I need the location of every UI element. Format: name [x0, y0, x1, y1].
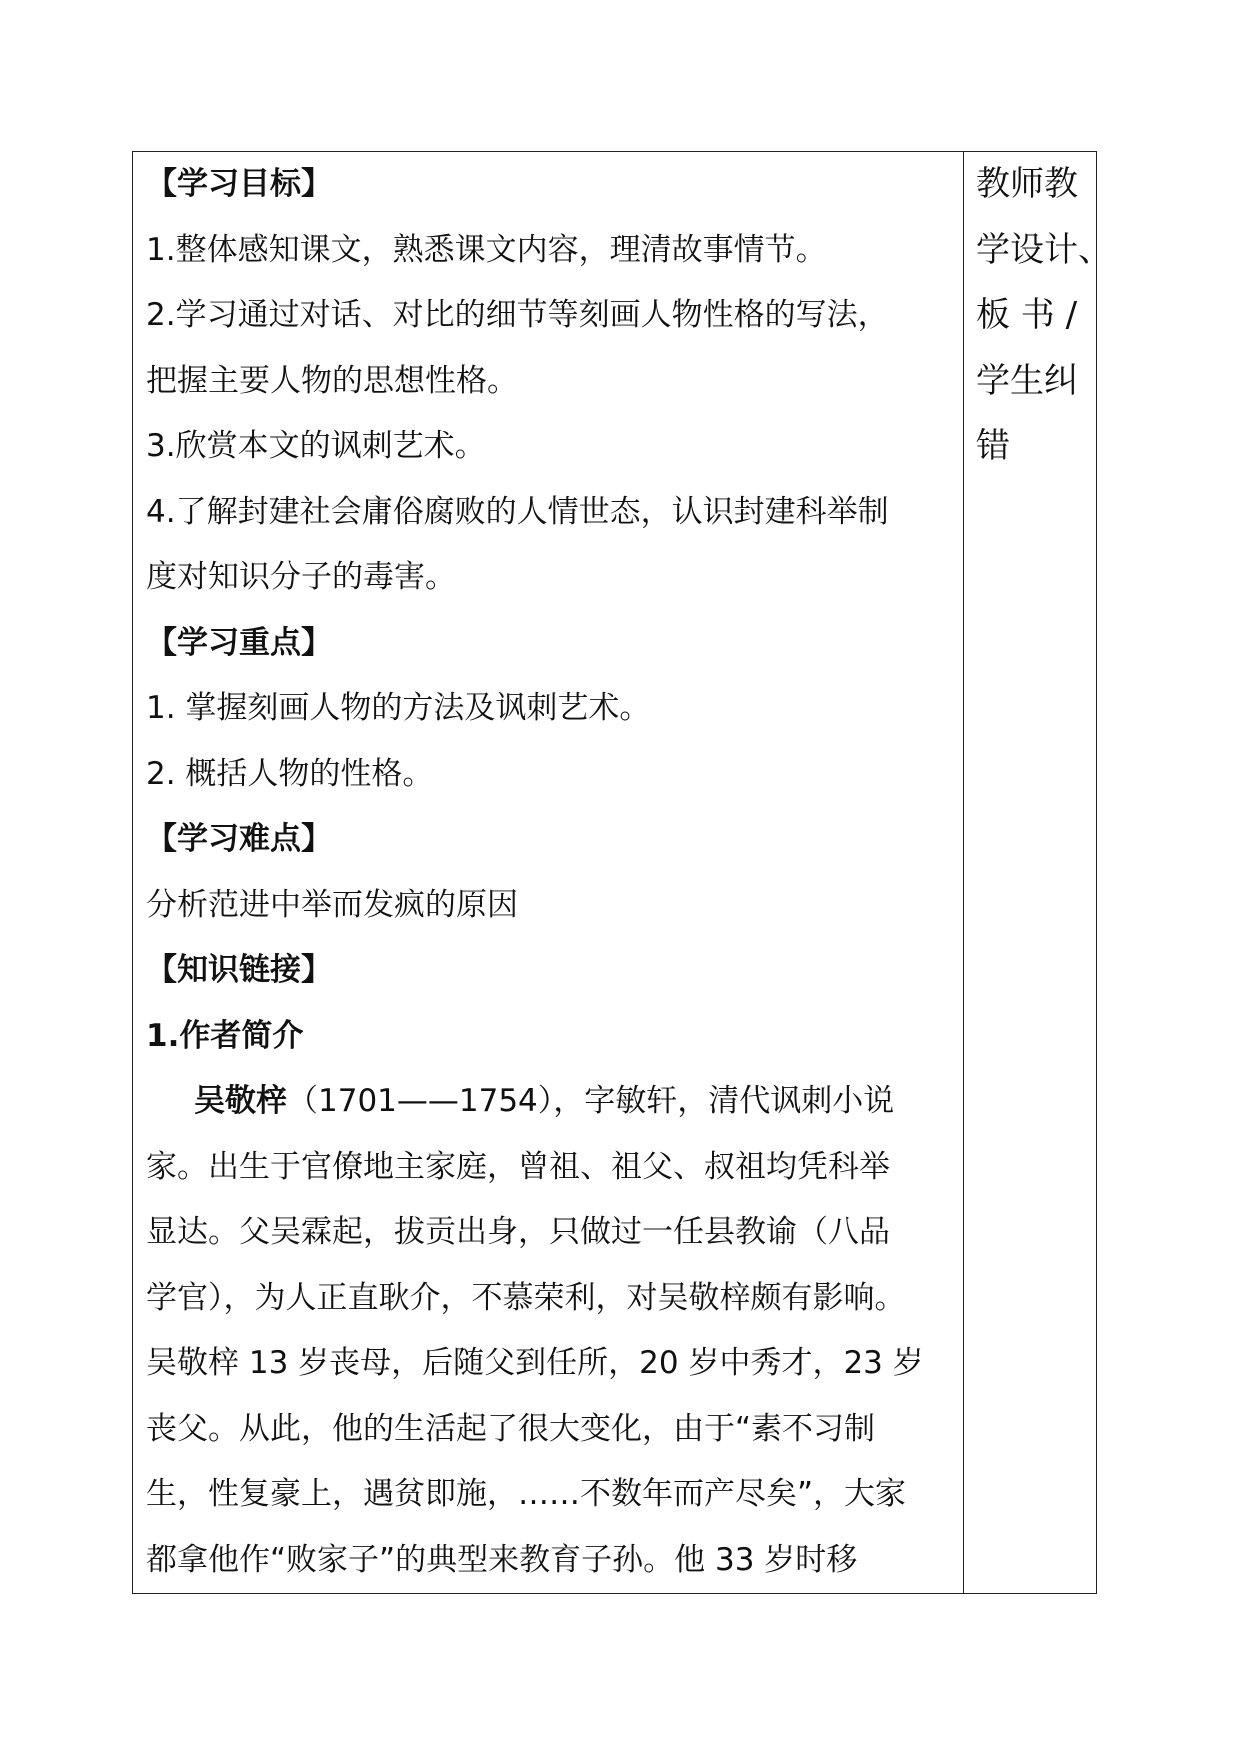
- side-line-1: 教师教: [976, 164, 1078, 204]
- goal-2-cont: 把握主要人物的思想性格。: [146, 362, 518, 399]
- side-line-3: 板 书 /: [976, 295, 1078, 335]
- goal-2: 2.学习通过对话、对比的细节等刻画人物性格的写法，: [146, 297, 889, 333]
- bio-line-6: 丧父。从此，他的生活起了很大变化，由于“素不习制: [146, 1410, 876, 1447]
- side-line-5: 错: [976, 426, 1010, 466]
- difficulty-1: 分析范进中举而发疯的原因: [146, 886, 518, 923]
- side-notes-cell: [976, 152, 1112, 480]
- bio-line-4: 学官），为人正直耿介，不慕荣利，对吴敬梓颇有影响。: [146, 1279, 906, 1316]
- heading-knowledge-link: 【知识链接】: [146, 952, 332, 988]
- goal-4: 4.了解封建社会庸俗腐败的人情世态，认识封建科举制: [146, 493, 889, 530]
- bio-line-2: 家。出生于官僚地主家庭，曾祖、祖父、叔祖均凭科举: [146, 1148, 890, 1185]
- goal-4-cont: 度对知识分子的毒害。: [146, 559, 456, 595]
- bio-line-1-rest: （1701——1754），字敏轩，清代讽刺小说: [287, 1083, 895, 1119]
- heading-difficulties: 【学习难点】: [146, 821, 332, 857]
- key-point-2: 2. 概括人物的性格。: [146, 755, 434, 792]
- goal-1: 1.整体感知课文，熟悉课文内容，理清故事情节。: [146, 231, 827, 268]
- main-content-cell: [146, 152, 961, 1593]
- column-divider: [963, 151, 964, 1594]
- author-name: 吴敬梓: [194, 1083, 287, 1119]
- heading-key-points: 【学习重点】: [146, 624, 332, 661]
- heading-learning-goals: 【学习目标】: [146, 166, 332, 202]
- bio-line-1: [146, 1069, 961, 1135]
- bio-line-5: 吴敬梓 13 岁丧母，后随父到任所，20 岁中秀才，23 岁: [146, 1345, 924, 1381]
- side-line-4: 学生纠: [976, 360, 1078, 401]
- side-line-2: 学设计、: [976, 229, 1112, 270]
- bio-line-3: 显达。父吴霖起，拔贡出身，只做过一任县教谕（八品: [146, 1214, 890, 1250]
- bio-line-7: 生，性复豪上，遇贫即施，……不数年而产尽矣”，大家: [146, 1476, 907, 1512]
- key-point-1: 1. 掌握刻画人物的方法及讽刺艺术。: [146, 690, 651, 726]
- subheading-author-intro: 1.作者简介: [146, 1017, 304, 1054]
- bio-line-8: 都拿他作“败家子”的典型来教育子孙。他 33 岁时移: [146, 1541, 858, 1578]
- goal-3: 3.欣赏本文的讽刺艺术。: [146, 428, 486, 464]
